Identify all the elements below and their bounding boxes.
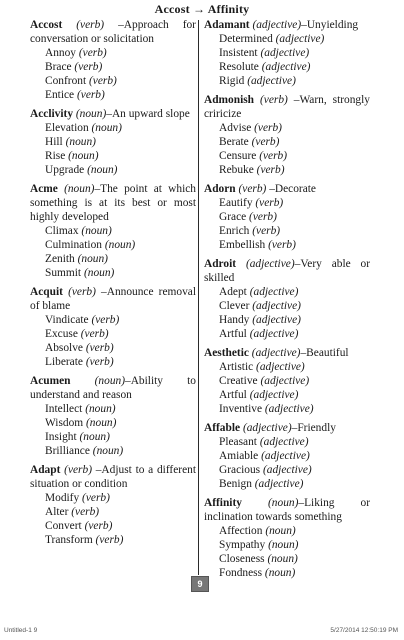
synonym-item	[30, 46, 196, 60]
headword: Adroit	[204, 258, 237, 270]
synonym-pos: (verb)	[85, 356, 114, 368]
synonym-item	[204, 360, 370, 374]
part-of-speech: (adjective)	[252, 19, 302, 31]
synonym-word: Adept	[219, 286, 247, 298]
synonym-pos: (adjective)	[254, 478, 304, 490]
synonym-word: Convert	[45, 520, 82, 532]
synonym-word: Absolve	[45, 342, 83, 354]
entry-definition	[30, 374, 196, 402]
synonym-item	[204, 327, 370, 341]
synonym-item	[204, 538, 370, 552]
headword: Aesthetic	[204, 347, 249, 359]
synonym-item	[30, 341, 196, 355]
synonym-item	[30, 149, 196, 163]
entry-definition	[204, 93, 370, 121]
synonym-word: Clever	[219, 300, 250, 312]
synonym-pos: (noun)	[264, 567, 296, 579]
synonym-pos: (verb)	[256, 164, 285, 176]
synonym-item	[204, 449, 370, 463]
definition-text: –Warn, strongly criricize	[204, 94, 370, 120]
synonym-pos: (adjective)	[275, 33, 325, 45]
synonym-item	[204, 74, 370, 88]
entry-definition	[204, 496, 370, 524]
synonym-word: Berate	[219, 136, 249, 148]
synonym-pos: (adjective)	[261, 61, 311, 73]
synonym-pos: (adjective)	[249, 389, 299, 401]
dictionary-entry	[204, 93, 370, 177]
synonym-word: Rebuke	[219, 164, 254, 176]
synonym-item	[204, 566, 370, 580]
dictionary-entry	[30, 285, 196, 369]
synonym-pos: (noun)	[86, 417, 117, 429]
synonym-word: Advise	[219, 122, 252, 134]
synonym-item	[204, 374, 370, 388]
synonym-pos: (adjective)	[261, 450, 310, 462]
synonym-word: Artistic	[219, 361, 254, 373]
synonym-pos: (adjective)	[256, 361, 305, 373]
synonym-word: Creative	[219, 375, 258, 387]
running-header	[0, 2, 404, 17]
synonym-item	[30, 355, 196, 369]
dictionary-entry	[204, 257, 370, 341]
synonym-item	[30, 121, 196, 135]
definition-text: –Ability to understand and reason	[30, 375, 196, 401]
synonym-item	[30, 519, 196, 533]
synonym-word: Inventive	[219, 403, 263, 415]
headword: Affable	[204, 422, 241, 434]
definition-text: –Very able or skilled	[204, 258, 370, 284]
synonym-item	[204, 477, 370, 491]
entry-definition	[204, 421, 370, 435]
synonym-item	[30, 327, 196, 341]
footer-file-label: Untitled-1 9	[4, 627, 38, 634]
dictionary-entry	[30, 463, 196, 547]
definition-text: –Unyielding	[301, 19, 359, 31]
synonym-pos: (adjective)	[247, 75, 296, 87]
synonym-word: Sympathy	[219, 539, 266, 551]
synonym-word: Vindicate	[45, 314, 89, 326]
headword: Acumen	[30, 375, 71, 387]
synonym-pos: (adjective)	[249, 286, 299, 298]
synonym-word: Intellect	[45, 403, 83, 415]
synonym-item	[30, 402, 196, 416]
dictionary-entry	[204, 346, 370, 416]
synonym-pos: (noun)	[83, 267, 115, 279]
synonym-pos: (noun)	[91, 122, 122, 134]
synonym-word: Amiable	[219, 450, 259, 462]
synonym-pos: (adjective)	[252, 314, 301, 326]
synonym-pos: (adjective)	[249, 328, 299, 340]
headword: Affinity	[204, 497, 242, 509]
part-of-speech: (noun)	[75, 108, 107, 120]
synonym-item	[30, 430, 196, 444]
dictionary-entry	[204, 421, 370, 491]
synonym-item	[204, 60, 370, 74]
synonym-pos: (verb)	[95, 534, 124, 546]
synonym-pos: (verb)	[254, 122, 282, 134]
synonym-item	[204, 313, 370, 327]
synonym-item	[30, 505, 196, 519]
synonym-item	[204, 46, 370, 60]
entry-definition	[30, 107, 196, 121]
synonym-word: Artful	[219, 389, 247, 401]
header-last-word: Affinity	[207, 2, 250, 16]
definition-text: –Beautiful	[300, 347, 349, 359]
synonym-pos: (verb)	[74, 61, 103, 73]
definition-text: –Liking or inclination towards something	[204, 497, 370, 523]
synonym-item	[204, 285, 370, 299]
definition-text: –Friendly	[291, 422, 336, 434]
synonym-pos: (verb)	[82, 492, 110, 504]
synonym-pos: (noun)	[79, 431, 110, 443]
headword: Adapt	[30, 464, 61, 476]
synonym-item	[204, 121, 370, 135]
synonym-pos: (adjective)	[260, 47, 310, 59]
synonym-word: Censure	[219, 150, 257, 162]
synonym-item	[204, 210, 370, 224]
synonym-word: Elevation	[45, 122, 89, 134]
part-of-speech: (verb)	[76, 19, 105, 31]
synonym-pos: (verb)	[268, 239, 296, 251]
synonym-word: Annoy	[45, 47, 77, 59]
dictionary-entry	[204, 182, 370, 252]
synonym-pos: (adjective)	[259, 436, 309, 448]
part-of-speech: (noun)	[94, 375, 126, 387]
part-of-speech: (noun)	[268, 497, 299, 509]
entry-definition	[204, 18, 370, 32]
synonym-word: Eautify	[219, 197, 253, 209]
synonym-item	[30, 252, 196, 266]
synonym-pos: (adjective)	[262, 464, 312, 476]
dictionary-entry	[204, 18, 370, 88]
headword: Acclivity	[30, 108, 74, 120]
synonym-item	[204, 238, 370, 252]
dictionary-entry	[30, 107, 196, 177]
synonym-word: Brilliance	[45, 445, 90, 457]
synonym-word: Excuse	[45, 328, 78, 340]
synonym-pos: (verb)	[252, 225, 281, 237]
part-of-speech: (adjective)	[245, 258, 295, 270]
headword: Acme	[30, 183, 58, 195]
dictionary-entry	[30, 182, 196, 280]
definition-text: –The point at which something is at its best or most highly developed	[30, 183, 196, 223]
synonym-word: Insight	[45, 431, 77, 443]
part-of-speech: (noun)	[64, 183, 95, 195]
part-of-speech: (verb)	[64, 464, 92, 476]
synonym-pos: (noun)	[81, 225, 112, 237]
synonym-word: Gracious	[219, 464, 261, 476]
part-of-speech: (verb)	[238, 183, 267, 195]
synonym-pos: (noun)	[77, 253, 108, 265]
synonym-word: Modify	[45, 492, 80, 504]
synonym-word: Liberate	[45, 356, 83, 368]
synonym-word: Handy	[219, 314, 250, 326]
part-of-speech: (verb)	[259, 94, 288, 106]
synonym-pos: (adjective)	[264, 403, 314, 415]
synonym-pos: (verb)	[71, 506, 100, 518]
synonym-word: Embellish	[219, 239, 266, 251]
synonym-word: Pleasant	[219, 436, 257, 448]
synonym-item	[30, 163, 196, 177]
column-divider	[198, 20, 199, 575]
headword: Accost	[30, 19, 63, 31]
definition-text: –Adjust to a different situation or condition	[30, 464, 196, 490]
definition-text: –An upward slope	[106, 108, 190, 120]
synonym-word: Resolute	[219, 61, 259, 73]
synonym-pos: (noun)	[85, 403, 116, 415]
synonym-item	[204, 552, 370, 566]
synonym-item	[30, 238, 196, 252]
part-of-speech: (adjective)	[251, 347, 301, 359]
synonym-item	[204, 388, 370, 402]
dictionary-entry	[204, 496, 370, 580]
entry-definition	[204, 182, 370, 196]
synonym-item	[30, 533, 196, 547]
right-column	[204, 18, 370, 585]
synonym-item	[30, 313, 196, 327]
synonym-pos: (noun)	[92, 445, 124, 457]
synonym-item	[204, 524, 370, 538]
definition-text: –Announce removal of blame	[30, 286, 196, 312]
synonym-word: Entice	[45, 89, 75, 101]
synonym-word: Insistent	[219, 47, 258, 59]
synonym-item	[204, 163, 370, 177]
synonym-pos: (adjective)	[252, 300, 301, 312]
synonym-pos: (verb)	[84, 520, 113, 532]
synonym-pos: (noun)	[68, 150, 99, 162]
part-of-speech: (verb)	[68, 286, 96, 298]
synonym-pos: (noun)	[268, 539, 299, 551]
synonym-pos: (noun)	[65, 136, 96, 148]
synonym-pos: (verb)	[80, 328, 109, 340]
dictionary-entry	[30, 18, 196, 102]
synonym-word: Rise	[45, 150, 66, 162]
entry-definition	[30, 463, 196, 491]
synonym-word: Enrich	[219, 225, 250, 237]
synonym-item	[30, 416, 196, 430]
synonym-word: Culmination	[45, 239, 102, 251]
synonym-word: Hill	[45, 136, 63, 148]
headword: Admonish	[204, 94, 255, 106]
synonym-pos: (verb)	[255, 197, 284, 209]
synonym-item	[204, 402, 370, 416]
definition-text: –Decorate	[266, 183, 316, 195]
definition-text: –Approach for conversation or solicitation	[30, 19, 196, 45]
synonym-item	[30, 224, 196, 238]
synonym-pos: (verb)	[249, 211, 277, 223]
entry-definition	[30, 285, 196, 313]
headword: Acquit	[30, 286, 63, 298]
synonym-item	[30, 491, 196, 505]
synonym-word: Determined	[219, 33, 273, 45]
synonym-item	[204, 32, 370, 46]
synonym-item	[30, 444, 196, 458]
synonym-word: Climax	[45, 225, 79, 237]
synonym-word: Benign	[219, 478, 252, 490]
dictionary-entry	[30, 374, 196, 458]
synonym-item	[204, 299, 370, 313]
part-of-speech: (adjective)	[242, 422, 292, 434]
synonym-word: Affection	[219, 525, 263, 537]
synonym-word: Summit	[45, 267, 82, 279]
synonym-pos: (noun)	[265, 525, 296, 537]
synonym-item	[30, 60, 196, 74]
synonym-word: Transform	[45, 534, 93, 546]
page-number-badge: 9	[191, 576, 209, 592]
synonym-pos: (noun)	[104, 239, 136, 251]
synonym-item	[30, 266, 196, 280]
synonym-pos: (verb)	[85, 342, 114, 354]
left-column	[30, 18, 196, 552]
synonym-word: Grace	[219, 211, 247, 223]
right-arrow-icon: →	[193, 2, 206, 16]
synonym-word: Brace	[45, 61, 72, 73]
entry-definition	[30, 18, 196, 46]
synonym-pos: (verb)	[78, 47, 107, 59]
synonym-item	[204, 224, 370, 238]
synonym-item	[204, 463, 370, 477]
synonym-word: Upgrade	[45, 164, 85, 176]
synonym-word: Artful	[219, 328, 247, 340]
synonym-pos: (verb)	[76, 89, 105, 101]
headword: Adamant	[204, 19, 250, 31]
entry-definition	[30, 182, 196, 224]
footer-timestamp: 5/27/2014 12:50:19 PM	[330, 627, 398, 634]
synonym-pos: (verb)	[89, 75, 117, 87]
headword: Adorn	[204, 183, 236, 195]
synonym-pos: (noun)	[267, 553, 298, 565]
synonym-word: Alter	[45, 506, 69, 518]
synonym-pos: (verb)	[259, 150, 288, 162]
synonym-item	[30, 135, 196, 149]
synonym-word: Rigid	[219, 75, 245, 87]
synonym-word: Confront	[45, 75, 87, 87]
synonym-pos: (adjective)	[260, 375, 310, 387]
synonym-item	[204, 435, 370, 449]
synonym-pos: (verb)	[251, 136, 280, 148]
synonym-item	[204, 196, 370, 210]
synonym-word: Closeness	[219, 553, 265, 565]
entry-definition	[204, 346, 370, 360]
synonym-word: Fondness	[219, 567, 263, 579]
header-first-word: Accost	[154, 2, 190, 16]
entry-definition	[204, 257, 370, 285]
synonym-item	[30, 88, 196, 102]
synonym-item	[30, 74, 196, 88]
synonym-pos: (noun)	[87, 164, 118, 176]
synonym-pos: (verb)	[91, 314, 120, 326]
synonym-item	[204, 149, 370, 163]
synonym-word: Zenith	[45, 253, 75, 265]
synonym-word: Wisdom	[45, 417, 84, 429]
synonym-item	[204, 135, 370, 149]
